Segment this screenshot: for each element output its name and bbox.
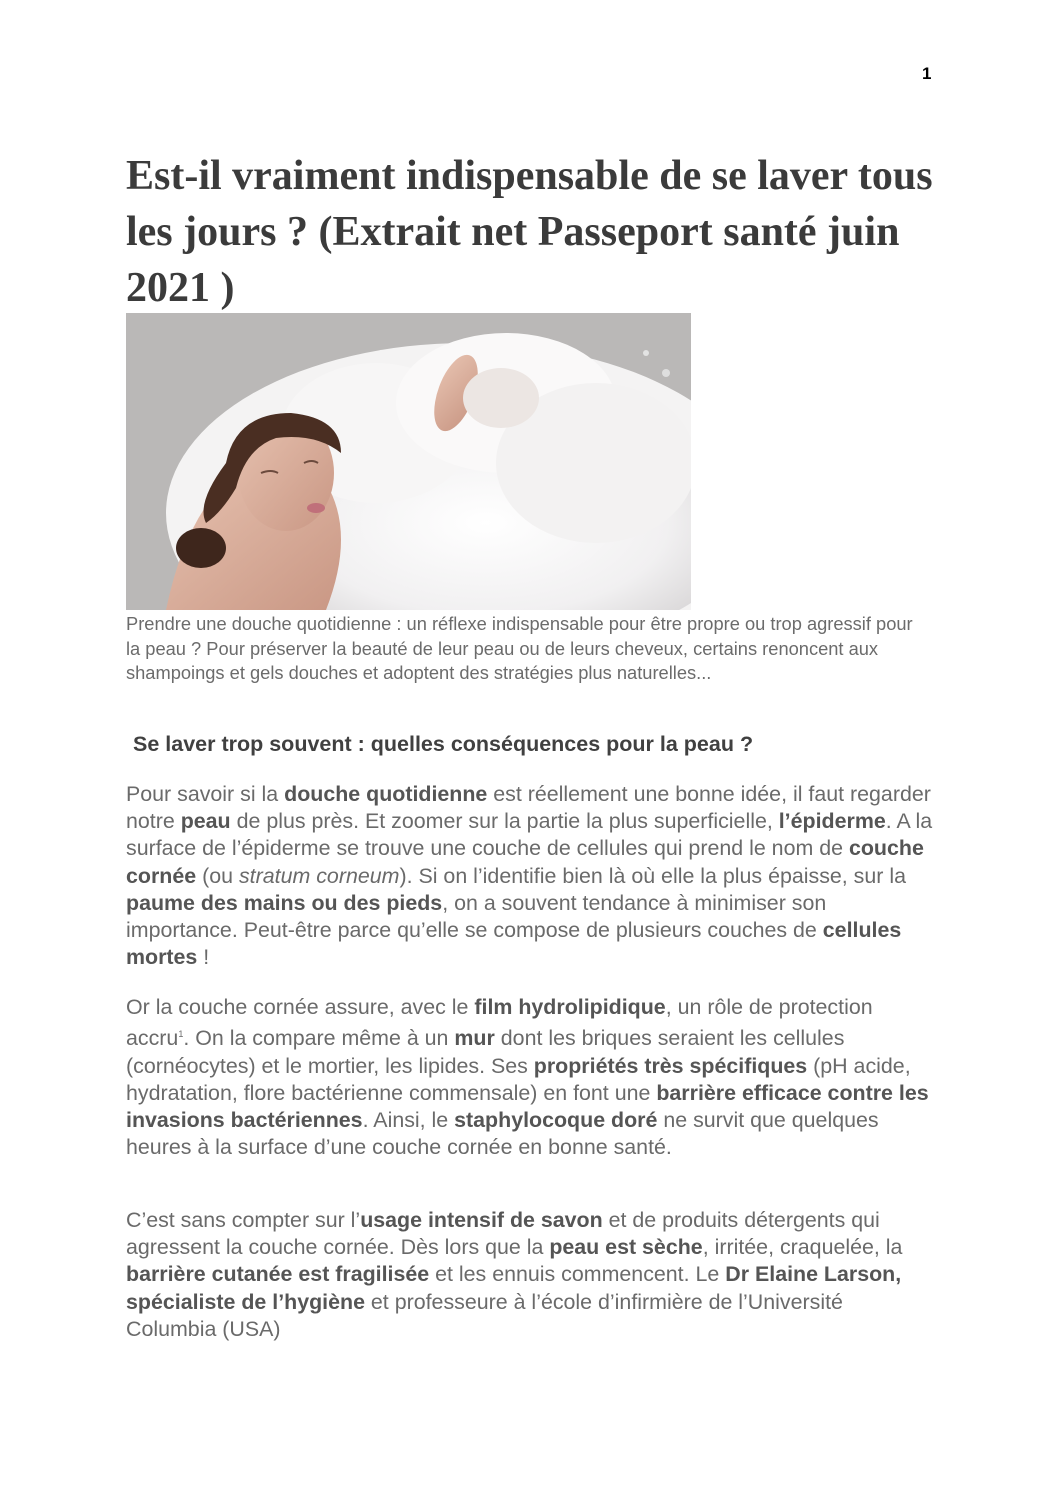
- bath-photo: [126, 313, 691, 610]
- section-heading: Se laver trop souvent : quelles conséquences pour la peau ?: [133, 732, 754, 756]
- page-number: 1: [922, 64, 932, 83]
- paragraph-3: C’est sans compter sur l’usage intensif de savon et de produits détergents qui agressent la couche cornée. Dès lors que la peau est sèche, irritée, craquelée, la barrière cutanée est fragilisée et les ennuis commencent. Le Dr Elaine Larson, spécialiste de l’hygiène et professeure à l’école d’infirmière de l’Université Columbia (USA): [126, 1208, 903, 1341]
- image-caption: Prendre une douche quotidienne : un réflexe indispensable pour être propre ou trop agressif pour la peau ? Pour préserver la beauté de leur peau ou de leurs cheveux, certains renoncent aux shampoings et gels douches et adoptent des stratégies plus naturelles...: [126, 613, 913, 683]
- article-title: Est-il vraiment indispensable de se laver tous les jours ? (Extrait net Passeport santé juin 2021 ): [126, 153, 933, 311]
- bath-photo-illustration: [126, 313, 691, 610]
- paragraph-1: Pour savoir si la douche quotidienne est réellement une bonne idée, il faut regarder notre peau de plus près. Et zoomer sur la partie la plus superficielle, l’épiderme. A la surface de l’épiderme se trouve une couche de cellules qui prend le nom de couche cornée (ou stratum corneum). Si on l’identifie bien là où elle la plus épaisse, sur la paume des mains ou des pieds, on a souvent tendance à minimiser son importance. Peut-être parce qu’elle se compose de plusieurs couches de cellules mortes !: [126, 782, 933, 970]
- footnote-ref[interactable]: 1: [178, 1029, 184, 1040]
- paragraph-2: Or la couche cornée assure, avec le film hydrolipidique, un rôle de protection accru$^1$. On la compare même à un mur dont les briques seraient les cellules (cornéocytes) et le mortier, les lipides. Ses propriétés très spécifiques (pH acide, hydratation, flore bactérienne commensale) en font une barrière efficace contre les invasions bactériennes. Ainsi, le staphylocoque doré ne survit que quelques heures à la surface d’une couche cornée en bonne santé.: [126, 995, 929, 1160]
